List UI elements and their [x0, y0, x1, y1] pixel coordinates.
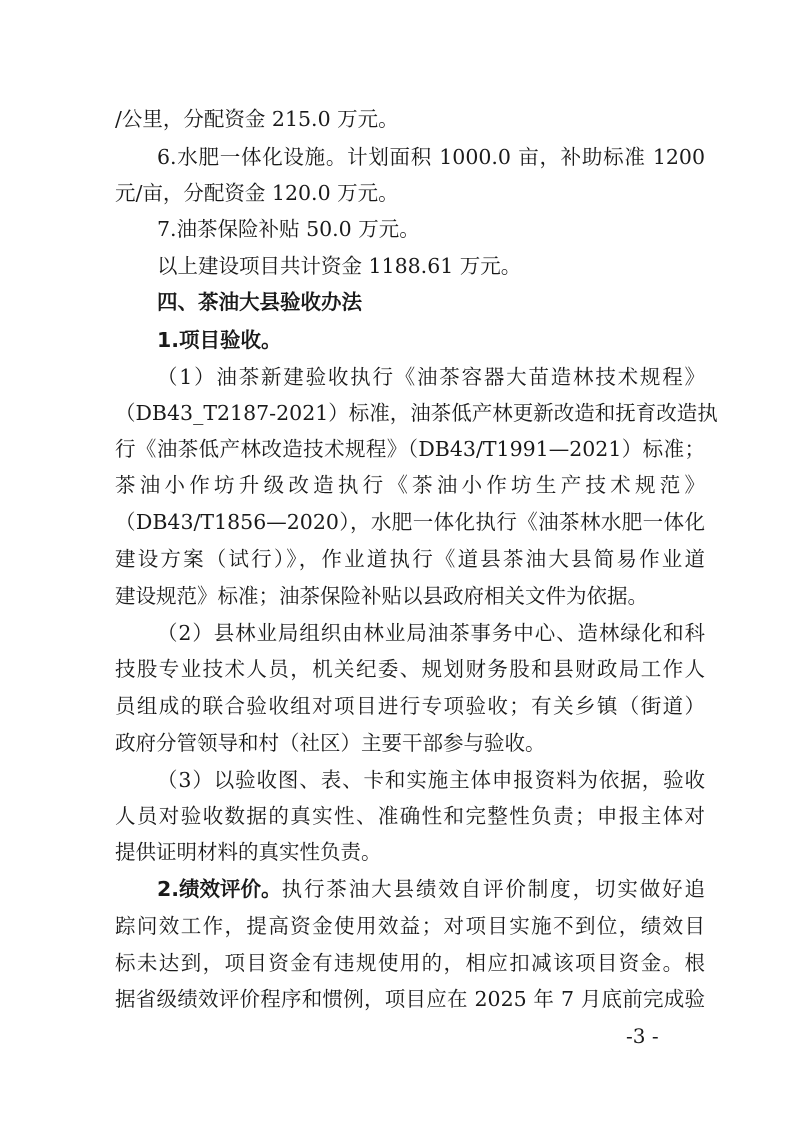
- text-line: 员组成的联合验收组对项目进行专项验收；有关乡镇（街道）: [115, 694, 705, 718]
- subsection-heading: 2.绩效评价。: [157, 877, 282, 901]
- text-span: 执行茶油大县绩效自评价制度，切实做好追: [281, 877, 705, 901]
- subsection-heading: 1.项目验收。: [157, 328, 282, 352]
- text-line: 6.水肥一体化设施。计划面积 1000.0 亩，补助标准 1200: [157, 145, 705, 169]
- page-number: -3 -: [626, 1024, 659, 1048]
- section-heading: 四、茶油大县验收办法: [157, 290, 362, 314]
- text-line: （3）以验收图、表、卡和实施主体申报资料为依据，验收: [157, 768, 705, 792]
- text-line: 以上建设项目共计资金 1188.61 万元。: [157, 254, 522, 278]
- text-line: 元/亩，分配资金 120.0 万元。: [115, 181, 399, 205]
- text-line: （DB43/T1856—2020），水肥一体化执行《油茶林水肥一体化: [115, 510, 705, 534]
- text-line: 踪问效工作，提高资金使用效益；对项目实施不到位，绩效目: [115, 914, 705, 938]
- text-line: 茶油小作坊升级改造执行《茶油小作坊生产技术规范》: [115, 473, 705, 497]
- text-line: 建设规范》标准；油茶保险补贴以县政府相关文件为依据。: [115, 584, 648, 608]
- text-line: （DB43_T2187-2021）标准，油茶低产林更新改造和抚育改造执: [115, 401, 718, 425]
- text-line: 政府分管领导和村（社区）主要干部参与验收。: [115, 731, 546, 755]
- text-line: 标未达到，项目资金有违规使用的，相应扣减该项目资金。根: [115, 951, 705, 975]
- text-line: 7.油茶保险补贴 50.0 万元。: [157, 217, 420, 241]
- text-line: 据省级绩效评价程序和惯例，项目应在 2025 年 7 月底前完成验: [115, 987, 705, 1011]
- text-line: /公里，分配资金 215.0 万元。: [115, 107, 399, 131]
- text-line: 建设方案（试行）》，作业道执行《道县茶油大县简易作业道: [115, 547, 705, 571]
- text-line: 人员对验收数据的真实性、准确性和完整性负责；申报主体对: [115, 804, 705, 828]
- text-line: 行《油茶低产林改造技术规程》（DB43/T1991—2021）标准；: [115, 437, 705, 461]
- text-line: [157, 876, 705, 902]
- text-line: 提供证明材料的真实性负责。: [115, 840, 382, 864]
- text-line: （2）县林业局组织由林业局油茶事务中心、造林绿化和科: [157, 621, 705, 645]
- text-line: 技股专业技术人员，机关纪委、规划财务股和县财政局工作人: [115, 657, 705, 681]
- text-line: （1）油茶新建验收执行《油茶容器大苗造林技术规程》: [157, 365, 705, 389]
